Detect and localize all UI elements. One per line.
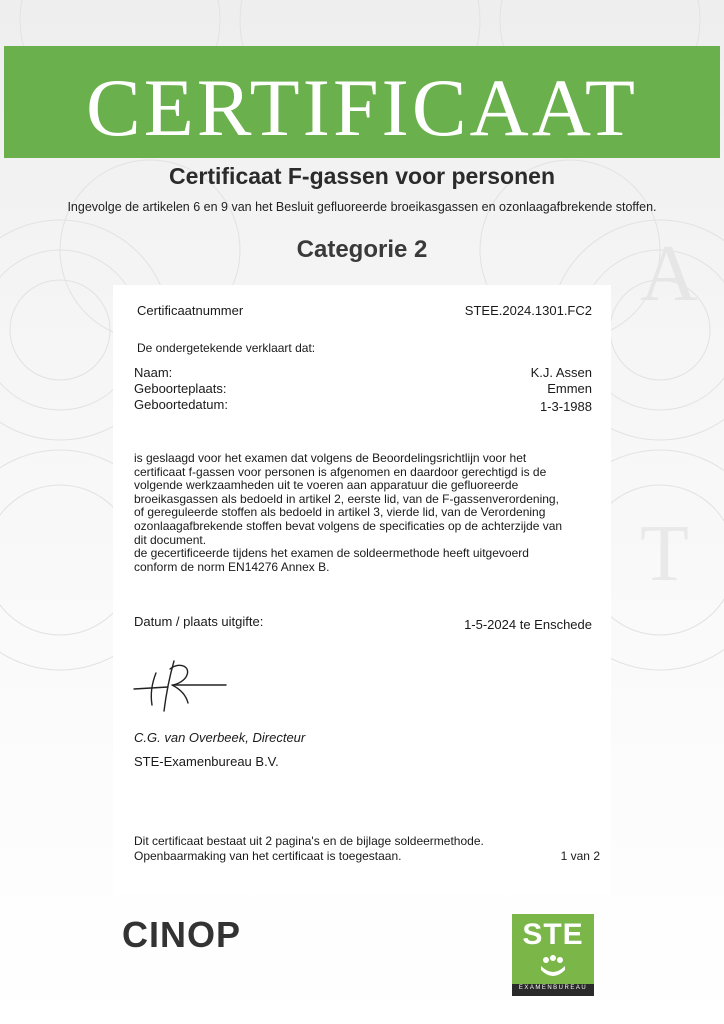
category-heading: Categorie 2 xyxy=(296,236,428,263)
footer-note-pages: Dit certificaat bestaat uit 2 pagina's en de bijlage soldeermethode. xyxy=(134,834,484,848)
body-line: de gecertificeerde tijdens het examen de soldeermethode heeft uitgevoerd xyxy=(134,546,529,561)
body-line: broeikasgassen als bedoeld in artikel 2, eerste lid, van de F-gassenverordening, xyxy=(134,491,559,506)
certificate-body xyxy=(134,452,594,574)
birthdate-label: Geboortedatum: xyxy=(134,397,228,412)
signer-name: C.G. van Overbeek, Directeur xyxy=(134,730,306,745)
cinop-logo: CINOP xyxy=(122,914,242,955)
body-line: volgende werkzaamheden uit te voeren aan apparatuur die gefluoreerde xyxy=(134,478,519,493)
body-line: dit document. xyxy=(134,532,207,547)
issue-label: Datum / plaats uitgifte: xyxy=(134,614,264,629)
ste-examenbureau-logo xyxy=(512,914,594,996)
svg-text:T: T xyxy=(640,510,689,598)
certificate-subtitle: Certificaat F-gassen voor personen xyxy=(169,163,555,189)
body-line: ozonlaagafbrekende stoffen bevat volgens de specificaties op de achterzijde van xyxy=(134,518,563,533)
body-line: conform de norm EN14276 Annex B. xyxy=(134,559,330,574)
birthplace-label: Geboorteplaats: xyxy=(134,381,227,396)
page-number: 1 van 2 xyxy=(560,849,600,863)
certificate-number-label: Certificaatnummer xyxy=(137,303,244,318)
ste-logo-subtitle: EXAMENBUREAU xyxy=(518,985,588,991)
footer-note-disclosure: Openbaarmaking van het certificaat is toegestaan. xyxy=(134,849,402,863)
declaration-text: De ondergetekende verklaart dat: xyxy=(137,341,316,355)
svg-text:A: A xyxy=(640,230,698,318)
signature-image xyxy=(130,655,230,715)
ste-logo-text: STE xyxy=(522,918,584,951)
certificate-number-value: STEE.2024.1301.FC2 xyxy=(464,303,592,318)
body-line: of gereguleerde stoffen als bedoeld in artikel 3, vierde lid, van de Verordening xyxy=(134,505,546,520)
ste-emblem-icon xyxy=(538,954,568,980)
organization-name: STE-Examenbureau B.V. xyxy=(134,754,279,769)
issue-value: 1-5-2024 te Enschede xyxy=(464,617,592,632)
certificate-title: CERTIFICAAT xyxy=(86,62,638,153)
name-label: Naam: xyxy=(134,365,173,380)
birthdate-value: 1-3-1988 xyxy=(539,399,592,414)
body-line: certificaat f-gassen voor personen is afgenomen en daardoor gerechtigd is de xyxy=(134,464,547,479)
name-value: K.J. Assen xyxy=(530,365,592,380)
body-line: is geslaagd voor het examen dat volgens de Beoordelingsrichtlijn voor het xyxy=(134,451,527,465)
legal-basis-text: Ingevolge de artikelen 6 en 9 van het Besluit gefluoreerde broeikasgassen en ozonlaagafbrekende stoffen. xyxy=(67,200,657,214)
birthplace-value: Emmen xyxy=(547,381,592,396)
